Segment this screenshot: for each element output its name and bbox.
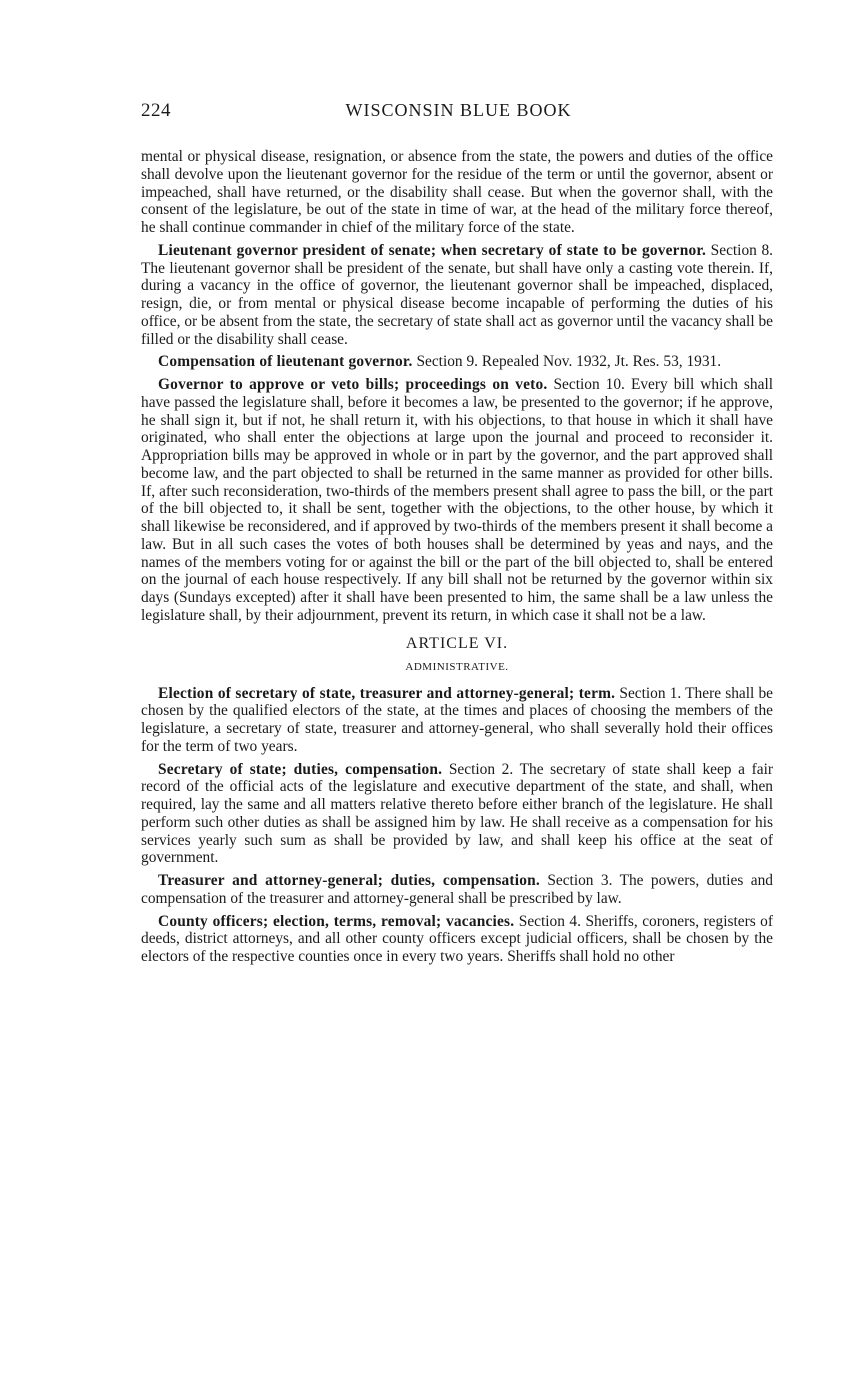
- page-header: [141, 100, 773, 124]
- paragraph-text: mental or physical disease, resignation, or absence from the state, the powers and duties of the office shall devolve upon the lieutenant governor for the residue of the term or until the governor, absent or impeached, shall have returned, or the disability shall cease. But when the governor shall, with the consent of the legislature, be out of the state in time of war, at the head of the military force thereof, he shall continue commander in chief of the military force of the state.: [141, 148, 773, 236]
- section-text: Section 2. The secretary of state shall keep a fair record of the official acts of the legislature and executive department of the state, and shall, when required, lay the same and all matters relative thereto before either branch of the legislature. He shall perform such other duties as shall be assigned him by law. He shall receive as a compensation for his services yearly such sum as shall be provided by law, and shall keep his office at the seat of government.: [141, 760, 774, 867]
- section-text: Section 1. There shall be chosen by the qualified electors of the state, at the times and places of choosing the members of the legislature, a secretary of state, treasurer and attorney-general, who shall severally hold their offices for the term of two years.: [141, 684, 773, 755]
- section-heading: Election of secretary of state, treasurer and attorney-general; term.: [158, 684, 616, 702]
- section-heading: Compensation of lieutenant governor.: [158, 353, 413, 371]
- section-9-paragraph: [141, 353, 773, 371]
- section-text: Section 8. The lieutenant governor shall be president of the senate, but shall have only a casting vote therein. If, during a vacancy in the office of governor, the lieutenant governor shall be impeached, displaced, resign, die, or from mental or physical disease become incapable of performing the duties of his office, or be absent from the state, the secretary of state shall act as governor until the vacancy shall be filled or the disability shall cease.: [141, 241, 774, 348]
- article-6-section-2-paragraph: [141, 761, 773, 868]
- article-title: ARTICLE VI.: [405, 634, 509, 652]
- article-6-section-1-paragraph: [141, 685, 773, 756]
- section-text: Section 9. Repealed Nov. 1932, Jt. Res. 53, 1931.: [412, 353, 722, 371]
- section-heading: Treasurer and attorney-general; duties, compensation.: [158, 872, 540, 889]
- section-text: Section 10. Every bill which shall have passed the legislature shall, before it becomes a law, be presented to the governor; if he approve, he shall sign it, but if not, he shall return it, with his objections, to that house in which it shall have originated, who shall enter the objections at large upon the journal and proceed to reconsider it. Appropriation bills may be approved in whole or in part by the governor, and the part approved shall become law, and the part objected to shall be returned in the same manner as provided for other bills. If, after such reconsideration, two-thirds of the members present shall agree to pass the bill, or the part of the bill objected to, it shall be sent, together with the objections, to the other house, by which it shall likewise be reconsidered, and if approved by two-thirds of the members present it shall become a law. But in all such cases the votes of both houses shall be determined by yeas and nays, and the names of the members voting for or against the bill or the part of the bill objected to, shall be entered on the journal of each house respectively. If any bill shall not be returned by the governor within six days (Sundays excepted) after it shall have been presented to him, the same shall be a law unless the legislature shall, by their adjournment, prevent its return, in which case it shall not be a law.: [141, 376, 773, 624]
- running-title: WISCONSIN BLUE BOOK: [345, 100, 572, 120]
- section-10-paragraph: [141, 376, 773, 625]
- document-page: [141, 100, 773, 971]
- article-subtitle: ADMINISTRATIVE.: [405, 660, 509, 673]
- section-heading: Lieutenant governor president of senate; when secretary of state to be governor.: [158, 241, 707, 259]
- section-heading: Governor to approve or veto bills; proceedings on veto.: [158, 376, 548, 393]
- section-heading: County officers; election, terms, removal; vacancies.: [158, 912, 515, 930]
- article-6-section-3-paragraph: [141, 872, 773, 908]
- section-heading: Secretary of state; duties, compensation.: [158, 760, 443, 778]
- section-8-paragraph: [141, 242, 773, 349]
- paragraph-continuation: [141, 148, 773, 237]
- article-6-section-4-paragraph: [141, 913, 773, 966]
- section-text: Section 4. Sheriffs, coroners, registers of deeds, district attorneys, and all other county officers except judicial officers, shall be chosen by the electors of the respective counties once in every two years. Sheriffs shall hold no other: [141, 912, 773, 965]
- page-number: 224: [141, 100, 171, 121]
- section-text: Section 3. The powers, duties and compensation of the treasurer and attorney-general shall be prescribed by law.: [141, 872, 773, 907]
